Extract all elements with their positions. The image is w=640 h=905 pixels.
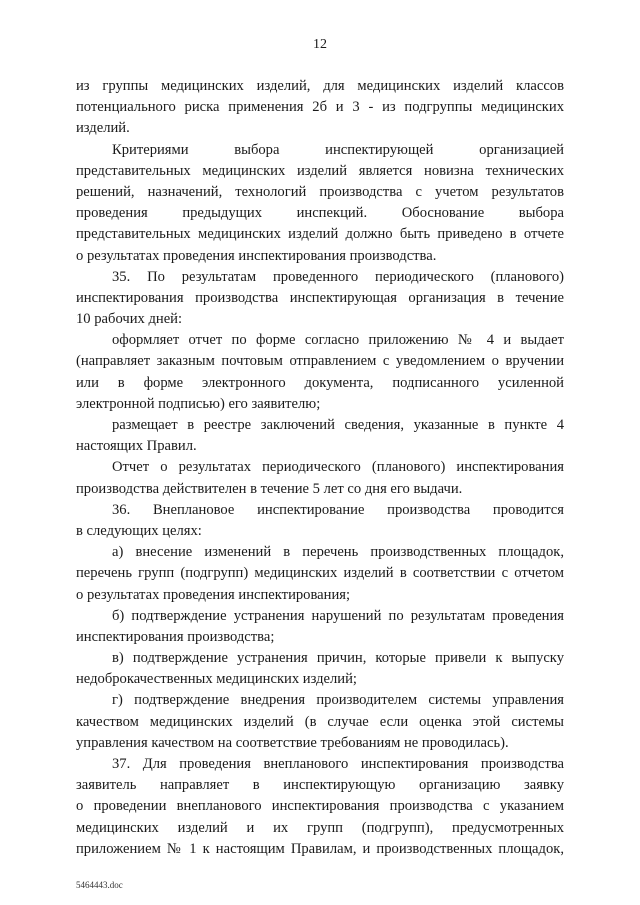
text-line: инспектирования производства инспектирующая организация в течение [76,289,564,306]
text-line: о результатах проведения инспектирования производства. [76,247,437,264]
text-line: проведения предыдущих инспекций. Обоснование выбора [76,205,564,222]
text-line: представительных медицинских изделий должно быть приведено в отчете [76,226,564,243]
text-line: настоящих Правил. [76,438,197,455]
text-line: 37. Для проведения внепланового инспектирования производства [112,756,564,772]
text-line: (направляет заказным почтовым отправлением с уведомлением о вручении [76,353,564,370]
text-line: б) подтверждение устранения нарушений по результатам проведения [112,607,564,624]
text-line: в) подтверждение устранения причин, которые привели к выпуску [112,650,564,667]
text-line: производства действителен в течение 5 лет со дня его выдачи. [76,480,463,497]
text-line: качеством медицинских изделий (в случае если оценка этой системы [76,713,564,730]
text-line: оформляет отчет по форме согласно приложению № 4 и выдает [112,332,564,349]
text-line: инспектирования производства; [76,628,275,645]
text-line: Отчет о результатах периодического (планового) инспектирования [112,459,564,476]
text-line: перечень групп (подгрупп) медицинских изделий в соответствии с отчетом [76,565,564,582]
document-footer: 5464443.doc [76,880,123,890]
text-line: представительных медицинских изделий является новизна технических [76,162,564,179]
text-line: г) подтверждение внедрения производителем системы управления [112,692,564,709]
text-line: о проведении внепланового инспектирования производства с указанием [76,798,564,815]
text-line: заявитель направляет в инспектирующую организацию заявку [76,777,564,794]
text-line: размещает в реестре заключений сведения, указанные в пункте 4 [112,417,564,433]
text-line: приложением № 1 к настоящим Правилам, и производственных площадок, [76,840,564,857]
text-line: Критериями выбора инспектирующей организацией [112,141,564,158]
page-number: 12 [313,37,327,52]
text-line: а) внесение изменений в перечень производственных площадок, [112,544,564,561]
text-line: электронной подписью) его заявителю; [76,395,321,412]
text-line: решений, назначений, технологий производства с учетом результатов [76,183,564,200]
text-line: о результатах проведения инспектирования; [76,586,351,603]
text-line: изделий. [76,120,130,137]
document-body [76,76,564,860]
text-line: 10 рабочих дней: [76,311,183,328]
text-line: 36. Внеплановое инспектирование производства проводится [112,501,564,518]
text-line: 35. По результатам проведенного периодического (планового) [112,268,564,285]
text-line: потенциального риска применения 2б и 3 - из подгруппы медицинских [76,99,564,116]
text-line: медицинских изделий и их групп (подгрупп), предусмотренных [76,819,564,836]
text-line: или в форме электронного документа, подписанного усиленной [76,374,564,391]
text-line: управления качеством на соответствие требованиям не проводилась). [76,734,509,751]
text-line: недоброкачественных медицинских изделий; [76,671,357,688]
text-line: в следующих целях: [76,522,202,539]
text-line: из группы медицинских изделий, для медицинских изделий классов [76,78,564,94]
